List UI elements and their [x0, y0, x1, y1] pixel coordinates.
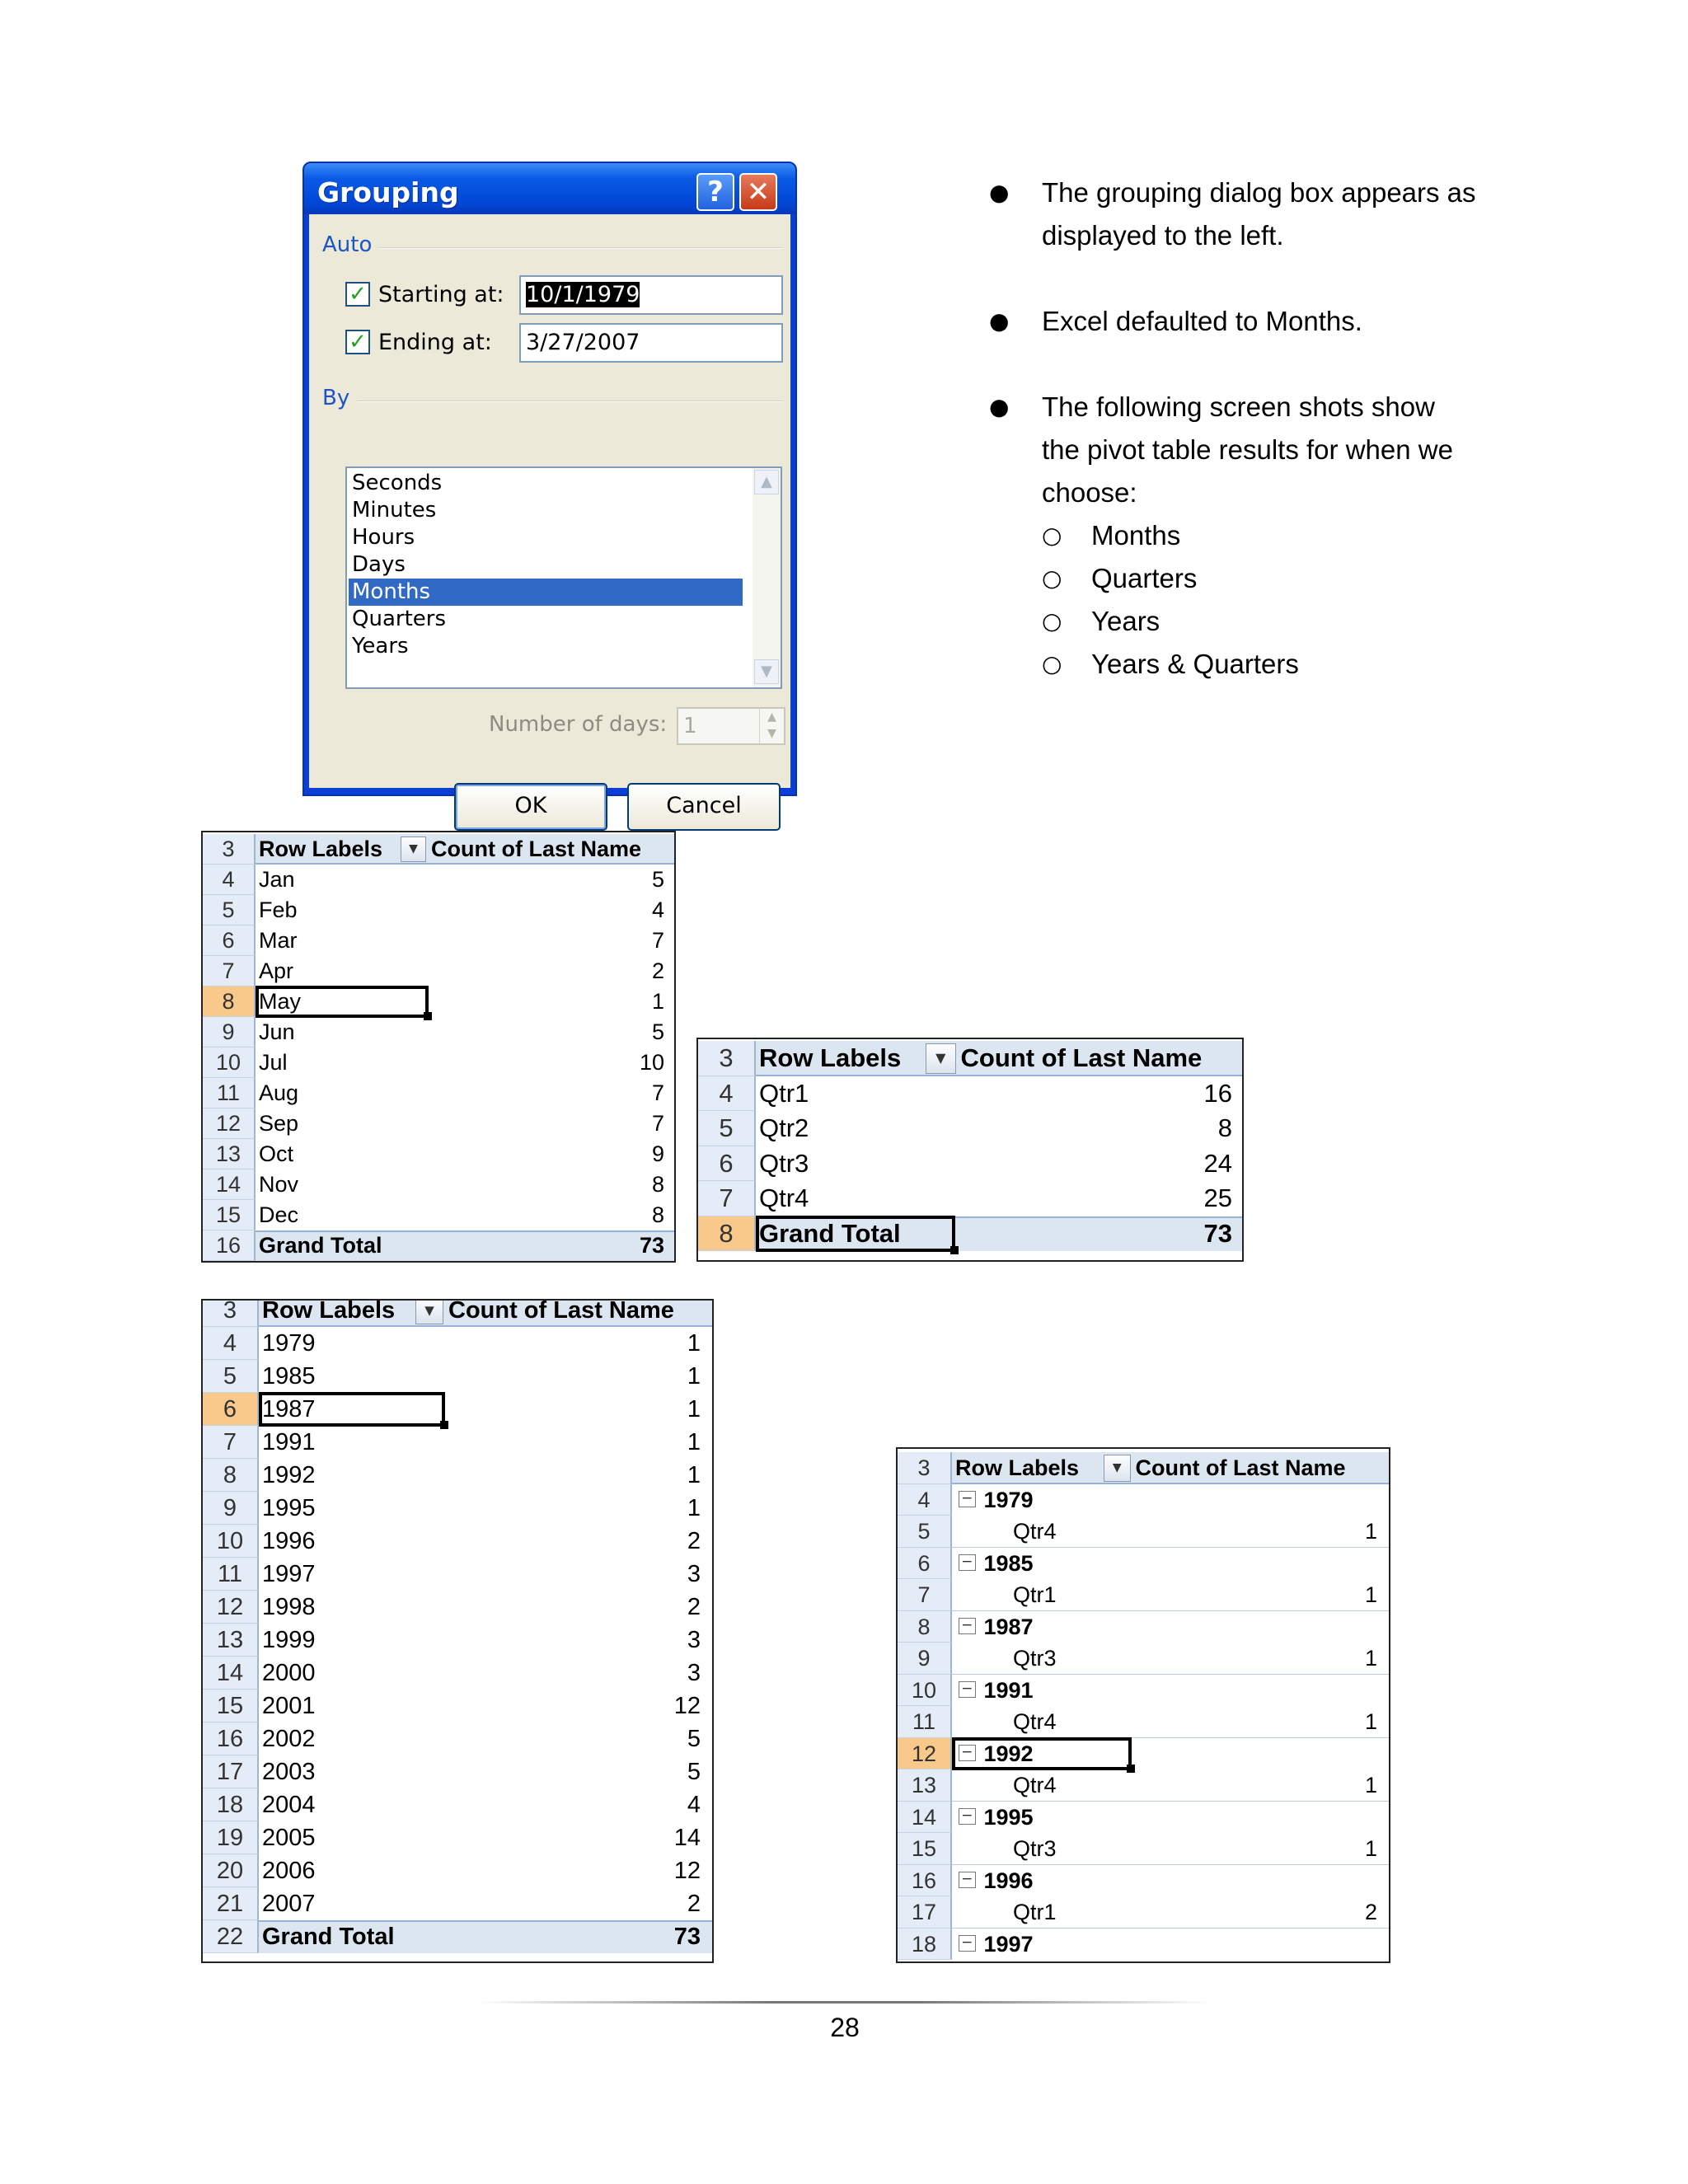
starting-checkbox[interactable]: ✓: [345, 282, 370, 307]
dialog-body: [309, 214, 790, 818]
scroll-up-icon[interactable]: ▲: [754, 470, 779, 494]
row-number: 3: [203, 834, 256, 865]
listbox-scrollbar[interactable]: [753, 468, 781, 687]
row-number: 7: [203, 1426, 259, 1459]
fill-handle-icon[interactable]: [1127, 1765, 1135, 1773]
row-number: 7: [203, 956, 256, 987]
row-number: 17: [898, 1896, 952, 1929]
row-value: 5: [651, 1019, 664, 1044]
ending-input[interactable]: 3/27/2007: [519, 323, 783, 363]
row-value: 1: [687, 1396, 701, 1422]
years-pivot-table: [201, 1299, 714, 1963]
row-label[interactable]: Jan: [259, 867, 295, 892]
row-number: 22: [203, 1920, 259, 1953]
row-number: 5: [698, 1111, 756, 1146]
listbox-option[interactable]: Years: [352, 634, 409, 658]
row-label[interactable]: 2005: [262, 1825, 316, 1851]
collapse-icon[interactable]: −: [959, 1808, 976, 1825]
row-number: 4: [203, 865, 256, 895]
filter-dropdown-icon[interactable]: ▼: [926, 1043, 956, 1074]
row-value: 8: [651, 1172, 664, 1197]
row-label[interactable]: Qtr4: [759, 1183, 809, 1212]
row-label[interactable]: Qtr4: [1013, 1773, 1057, 1797]
row-labels-header: Row Labels: [259, 837, 383, 861]
sub-bullet: Months: [1091, 520, 1181, 551]
row-number: 5: [203, 895, 256, 926]
row-label[interactable]: 1992: [262, 1462, 316, 1488]
row-number: 18: [203, 1788, 259, 1821]
listbox-option[interactable]: Hours: [352, 525, 415, 550]
ok-button[interactable]: OK: [454, 783, 607, 831]
row-number: 8: [898, 1611, 952, 1643]
row-value: 2: [651, 958, 664, 983]
years-quarters-pivot-table: [896, 1447, 1390, 1963]
filter-dropdown-icon[interactable]: ▼: [401, 837, 426, 862]
row-label[interactable]: 2000: [262, 1660, 316, 1686]
close-icon[interactable]: ✕: [739, 173, 777, 211]
row-number: 16: [898, 1865, 952, 1897]
row-number: 5: [203, 1360, 259, 1393]
bullet-1-line-1: The grouping dialog box appears as: [1042, 177, 1476, 208]
bullet-1: [1042, 171, 1476, 257]
row-number: 7: [898, 1579, 952, 1611]
circle-bullet-icon: ○: [1042, 522, 1062, 549]
grand-total-value: 73: [639, 1233, 664, 1258]
row-label[interactable]: Mar: [259, 928, 298, 953]
listbox-option[interactable]: Quarters: [352, 607, 446, 631]
row-label[interactable]: Nov: [259, 1172, 299, 1197]
active-cell-outline[interactable]: [952, 1737, 1132, 1771]
row-number: 3: [898, 1452, 952, 1484]
number-of-days-input: [677, 707, 785, 745]
row-value: 4: [687, 1792, 701, 1818]
bullet-2: Excel defaulted to Months.: [1042, 306, 1362, 336]
bullet-3-line-1: The following screen shots show: [1042, 391, 1435, 422]
count-header: Count of Last Name: [448, 1299, 674, 1324]
sub-bullet: Years: [1091, 606, 1160, 636]
row-number: 8: [203, 1459, 259, 1492]
row-number: 10: [898, 1675, 952, 1707]
row-value: 12: [673, 1858, 701, 1884]
bullet-dot-icon: ●: [989, 179, 1010, 206]
row-label[interactable]: 1991: [262, 1429, 316, 1455]
row-value: 1: [1364, 1519, 1377, 1544]
row-number: 13: [203, 1624, 259, 1657]
grand-total-label[interactable]: Grand Total: [259, 1233, 382, 1258]
fill-handle-icon[interactable]: [424, 1012, 432, 1020]
grand-total-label[interactable]: Grand Total: [262, 1924, 395, 1950]
auto-divider: [380, 247, 782, 249]
row-number: 9: [203, 1492, 259, 1525]
starting-label: Starting at:: [378, 282, 504, 307]
row-value: 8: [1217, 1113, 1232, 1142]
row-value: 1: [1364, 1709, 1377, 1734]
dialog-title: Grouping: [317, 176, 459, 209]
row-label[interactable]: May: [259, 989, 302, 1014]
page-number: 28: [830, 2013, 860, 2042]
count-header: Count of Last Name: [1135, 1455, 1346, 1480]
row-value: 4: [651, 898, 664, 922]
bullet-dot-icon: ●: [989, 307, 1010, 335]
row-value: 7: [651, 1111, 664, 1136]
bullet-3-line-3: choose:: [1042, 477, 1137, 508]
row-value: 3: [687, 1627, 701, 1653]
bullet-dot-icon: ●: [989, 393, 1010, 420]
row-value: 1: [687, 1495, 701, 1521]
row-label[interactable]: 1979: [262, 1330, 316, 1357]
row-number: 13: [898, 1769, 952, 1802]
row-value: 24: [1203, 1148, 1232, 1178]
row-value: 1: [651, 989, 664, 1014]
active-cell-outline[interactable]: [756, 1216, 955, 1253]
help-icon[interactable]: ?: [696, 173, 734, 211]
row-number: 15: [203, 1200, 256, 1230]
row-value: 10: [639, 1050, 664, 1075]
row-number: 18: [898, 1929, 952, 1961]
row-number: 6: [698, 1146, 756, 1182]
row-number: 14: [203, 1657, 259, 1690]
collapse-icon[interactable]: −: [959, 1745, 976, 1762]
row-value: 1: [1364, 1836, 1377, 1861]
row-number: 11: [898, 1706, 952, 1738]
row-value: 2: [687, 1891, 701, 1917]
row-label[interactable]: Qtr4: [1013, 1519, 1057, 1544]
row-label[interactable]: 1997: [983, 1931, 1034, 1957]
row-number: 21: [203, 1887, 259, 1920]
row-number: 12: [898, 1738, 952, 1770]
row-number: 11: [203, 1078, 256, 1108]
starting-input[interactable]: [519, 275, 783, 315]
sub-bullet: Years & Quarters: [1091, 649, 1299, 679]
row-label[interactable]: Apr: [259, 958, 294, 983]
row-label[interactable]: 1999: [262, 1627, 316, 1653]
starting-value: 10/1/1979: [526, 282, 640, 307]
row-label[interactable]: Oct: [259, 1141, 294, 1166]
grand-total-label[interactable]: Grand Total: [759, 1218, 901, 1248]
row-number: 15: [898, 1833, 952, 1865]
row-label[interactable]: 1987: [983, 1614, 1034, 1639]
row-number: 4: [898, 1484, 952, 1516]
ending-checkbox[interactable]: ✓: [345, 330, 370, 354]
row-number: 15: [203, 1690, 259, 1722]
row-value: 1: [687, 1363, 701, 1390]
row-label[interactable]: Qtr3: [1013, 1646, 1057, 1671]
row-value: 8: [651, 1202, 664, 1227]
row-number: 8: [698, 1216, 756, 1252]
row-label[interactable]: 2001: [262, 1693, 316, 1719]
scroll-down-icon[interactable]: ▼: [754, 659, 779, 684]
row-labels-header: Row Labels: [955, 1455, 1080, 1480]
row-label[interactable]: 1992: [983, 1741, 1034, 1766]
row-label[interactable]: 1985: [983, 1550, 1034, 1576]
bullet-3: [1042, 386, 1453, 514]
cancel-button[interactable]: Cancel: [627, 783, 781, 831]
row-number: 11: [203, 1558, 259, 1591]
row-value: 5: [687, 1759, 701, 1785]
row-number: 6: [898, 1548, 952, 1580]
row-number: 10: [203, 1525, 259, 1558]
row-label[interactable]: Sep: [259, 1111, 299, 1136]
grand-total-value: 73: [673, 1924, 701, 1950]
row-label[interactable]: Qtr1: [759, 1078, 809, 1108]
row-number: 9: [898, 1643, 952, 1675]
dialog-titlebar: [304, 163, 795, 214]
row-value: 16: [1203, 1078, 1232, 1108]
bullet-1-line-2: displayed to the left.: [1042, 220, 1284, 251]
footer-divider: [478, 2001, 1212, 2004]
row-label[interactable]: 1985: [262, 1363, 316, 1390]
listbox-option[interactable]: Months: [349, 579, 743, 606]
row-number: 4: [698, 1076, 756, 1112]
row-number: 17: [203, 1755, 259, 1788]
row-label[interactable]: 1979: [983, 1487, 1034, 1512]
row-label[interactable]: 1991: [983, 1677, 1034, 1703]
filter-dropdown-icon[interactable]: ▼: [1104, 1455, 1131, 1482]
row-number: 16: [203, 1722, 259, 1755]
ending-label: Ending at:: [378, 330, 492, 355]
row-value: 3: [687, 1660, 701, 1686]
row-label[interactable]: Feb: [259, 898, 298, 922]
filter-dropdown-icon[interactable]: ▼: [415, 1299, 443, 1324]
count-header: Count of Last Name: [431, 837, 642, 861]
row-label[interactable]: Dec: [259, 1202, 299, 1227]
row-label[interactable]: 1996: [262, 1528, 316, 1554]
row-label[interactable]: 1995: [262, 1495, 316, 1521]
row-number: 9: [203, 1017, 256, 1047]
listbox-option[interactable]: Minutes: [352, 498, 437, 523]
row-number: 4: [203, 1327, 259, 1360]
row-number: 7: [698, 1181, 756, 1216]
row-label[interactable]: 2003: [262, 1759, 316, 1785]
row-label[interactable]: Aug: [259, 1080, 299, 1105]
row-number: 20: [203, 1854, 259, 1887]
number-of-days-value: 1: [683, 714, 697, 738]
active-cell-outline[interactable]: [256, 986, 429, 1018]
count-header: Count of Last Name: [960, 1043, 1203, 1072]
listbox-option[interactable]: Seconds: [352, 471, 443, 495]
sub-bullet: Quarters: [1091, 563, 1198, 593]
row-value: 3: [687, 1561, 701, 1587]
circle-bullet-icon: ○: [1042, 650, 1062, 677]
row-value: 1: [687, 1330, 701, 1357]
row-label[interactable]: 2007: [262, 1891, 316, 1917]
collapse-icon[interactable]: −: [959, 1935, 976, 1952]
row-value: 1: [1364, 1646, 1377, 1671]
row-value: 2: [687, 1594, 701, 1620]
row-label[interactable]: Jul: [259, 1050, 288, 1075]
row-number: 3: [203, 1299, 259, 1327]
listbox-option[interactable]: Days: [352, 552, 406, 577]
row-label[interactable]: 1998: [262, 1594, 316, 1620]
collapse-icon[interactable]: −: [959, 1491, 976, 1508]
row-number: 5: [898, 1516, 952, 1548]
row-value: 25: [1203, 1183, 1232, 1212]
row-number: 6: [203, 926, 256, 956]
months-pivot-table: [201, 831, 676, 1263]
row-number: 14: [898, 1802, 952, 1834]
row-value: 1: [1364, 1773, 1377, 1797]
row-number: 8: [203, 987, 256, 1017]
row-value: 1: [687, 1429, 701, 1455]
row-label[interactable]: 2006: [262, 1858, 316, 1884]
row-value: 14: [673, 1825, 701, 1851]
row-value: 2: [687, 1528, 701, 1554]
row-value: 5: [687, 1726, 701, 1752]
row-number: 12: [203, 1591, 259, 1624]
active-cell-outline[interactable]: [259, 1392, 445, 1427]
row-label[interactable]: Qtr1: [1013, 1900, 1057, 1924]
by-group-label: By: [322, 386, 350, 410]
number-of-days-label: Number of days:: [489, 712, 668, 737]
row-value: 9: [651, 1141, 664, 1166]
row-value: 7: [651, 1080, 664, 1105]
fill-handle-icon[interactable]: [440, 1421, 448, 1429]
row-labels-header: Row Labels: [759, 1043, 902, 1072]
row-label[interactable]: Jun: [259, 1019, 295, 1044]
row-labels-header: Row Labels: [262, 1299, 396, 1324]
by-listbox[interactable]: [345, 466, 782, 689]
row-number: 13: [203, 1139, 256, 1169]
collapse-icon[interactable]: −: [959, 1872, 976, 1889]
row-label[interactable]: Qtr4: [1013, 1709, 1057, 1734]
row-number: 19: [203, 1821, 259, 1854]
row-number: 14: [203, 1169, 256, 1200]
row-number: 12: [203, 1108, 256, 1139]
row-label[interactable]: Qtr2: [759, 1113, 809, 1142]
row-number: 3: [698, 1041, 756, 1076]
bullet-3-line-2: the pivot table results for when we: [1042, 434, 1453, 465]
row-label[interactable]: Qtr3: [759, 1148, 809, 1178]
row-value: 2: [1364, 1900, 1377, 1924]
fill-handle-icon[interactable]: [950, 1246, 959, 1254]
row-value: 12: [673, 1693, 701, 1719]
row-value: 7: [651, 928, 664, 953]
row-number: 16: [203, 1230, 256, 1261]
row-value: 5: [651, 867, 664, 892]
row-label[interactable]: 1995: [983, 1804, 1034, 1830]
quarters-pivot-table: [696, 1038, 1244, 1262]
spinner-icon: ▲ ▼: [759, 709, 784, 743]
circle-bullet-icon: ○: [1042, 607, 1062, 635]
collapse-icon[interactable]: −: [959, 1681, 976, 1699]
row-label[interactable]: 2002: [262, 1726, 316, 1752]
row-value: 1: [687, 1462, 701, 1488]
collapse-icon[interactable]: −: [959, 1554, 976, 1572]
row-label[interactable]: 1987: [262, 1396, 316, 1422]
row-label[interactable]: 1997: [262, 1561, 316, 1587]
row-number: 6: [203, 1393, 259, 1426]
row-value: 1: [1364, 1582, 1377, 1607]
grand-total-value: 73: [1203, 1218, 1232, 1248]
grouping-dialog: [302, 162, 797, 818]
row-label[interactable]: 2004: [262, 1792, 316, 1818]
circle-bullet-icon: ○: [1042, 565, 1062, 592]
row-number: 10: [203, 1047, 256, 1078]
by-divider: [357, 401, 782, 402]
row-label[interactable]: Qtr1: [1013, 1582, 1057, 1607]
auto-group-label: Auto: [322, 232, 373, 257]
collapse-icon[interactable]: −: [959, 1618, 976, 1635]
row-label[interactable]: 1996: [983, 1868, 1034, 1893]
row-label[interactable]: Qtr3: [1013, 1836, 1057, 1861]
